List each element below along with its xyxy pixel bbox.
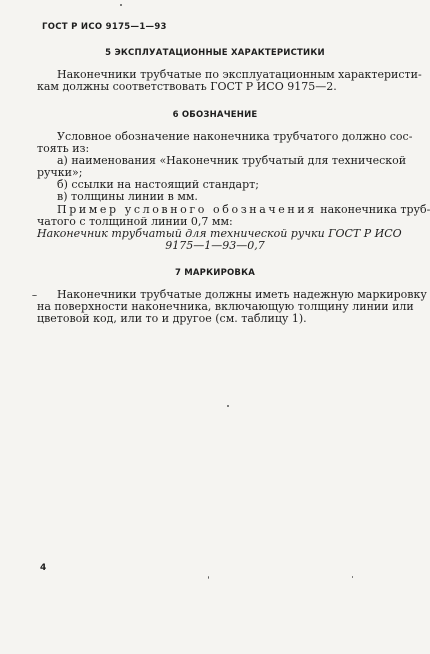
section-6-line-3: а) наименования «Наконечник трубчатый для технической xyxy=(57,154,407,167)
document-header: ГОСТ Р ИСО 9175—1—93 xyxy=(42,22,167,32)
section-6-line-8: чатого с толщиной линии 0,7 мм: xyxy=(37,215,233,228)
scan-speck xyxy=(32,295,37,296)
section-5-title: 5 ЭКСПЛУАТАЦИОННЫЕ ХАРАКТЕРИСТИКИ xyxy=(105,48,325,58)
section-6-line-5: б) ссылки на настоящий стандарт; xyxy=(57,178,259,191)
section-5-line-2: кам должны соответствовать ГОСТ Р ИСО 9175—2. xyxy=(37,80,337,93)
section-6-line-4: ручки»; xyxy=(37,166,83,179)
section-7-line-2: на поверхности наконечника, включающую толщину линии или xyxy=(37,300,414,313)
section-6-example-designation-2: 9175—1—93—0,7 xyxy=(165,239,265,252)
section-6-line-2: тоять из: xyxy=(37,142,90,155)
scan-speck xyxy=(208,576,209,579)
section-6-example-designation-1: Наконечник трубчатый для технической ручки ГОСТ Р ИСО xyxy=(37,227,402,240)
section-7-line-3: цветовой код, или то и другое (см. таблицу 1). xyxy=(37,312,307,325)
section-6-example-heading: Пример условного обозначения наконечника труб- xyxy=(57,203,430,216)
section-7-line-1: Наконечники трубчатые должны иметь надежную маркировку xyxy=(57,288,427,301)
section-6-title: 6 ОБОЗНАЧЕНИЕ xyxy=(172,110,258,120)
scan-speck xyxy=(120,4,122,6)
scan-speck xyxy=(227,405,229,407)
section-6-line-1: Условное обозначение наконечника трубчатого должно сос- xyxy=(57,130,413,143)
section-7-title: 7 МАРКИРОВКА xyxy=(174,268,256,278)
section-5-line-1: Наконечники трубчатые по эксплуатационным характеристи- xyxy=(57,68,422,81)
section-6-line-6: в) толщины линии в мм. xyxy=(57,190,198,203)
scan-speck xyxy=(352,576,353,578)
page-number: 4 xyxy=(40,563,47,573)
